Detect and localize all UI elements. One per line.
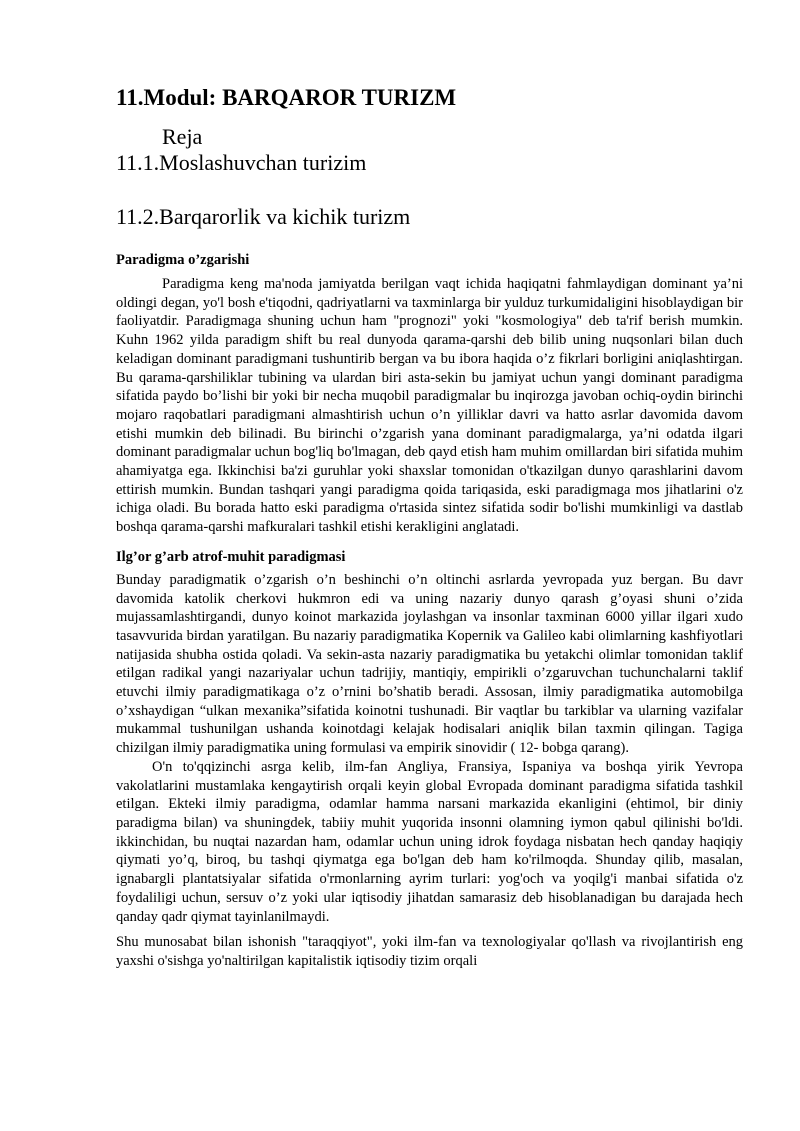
section-heading-paradigm-shift: Paradigma o’zgarishi	[116, 252, 250, 268]
plan-label: Reja	[162, 124, 203, 149]
paragraph: O'n to'qqizinchi asrga kelib, ilm-fan Angliya, Fransiya, Ispaniya va boshqa yirik Yevropa vakolatlarini mustamlaka kengaytirish orqali keyin global Evropada dominant paradigma sifatida tashkil etilgan. Ekteki ilmiy paradigma, odamlar hamma narsani markazida ekanligini (ehtimol, bir diniy paradigma bilan) va shuningdek, tabiiy muhit yuqorida insonni olamning iymon qabul qilinishi bo'ldi. ikkinchidan, bu nuqtai nazardan ham, odamlar uchun uning idrok foydaga nisbatan hech qanday haqiqiy qiymati yo’q, biroq, bu tashqi qiymatga ega bo'lgan deb ham ko'rilmoqda. Shunday qilib, masalan, ignabargli plantatsiyalar sifatida o'rmonlarning ayrim turlari: yog'och va yoqilg'i manbai sifatida o'z foydaliligi uchun, sersuv o’z yoki ular iqtisodiy jihatdan samarasiz deb hisoblanadigan bu darajada hech qanday qadr qiymat tayinlanilmaydi.	[116, 758, 743, 925]
plan-item-1: 11.1.Moslashuvchan turizim	[116, 150, 367, 175]
paragraph: Bunday paradigmatik o’zgarish o’n beshinchi o’n oltinchi asrlarda yevropada yuz bergan. Bu davr davomida katolik cherkovi hukmron edi va uning nazariy dunyo qarash g’oyasi shuni o’zida mujassamlashtirgandi, dunyo koinot markazida joylashgan va insonlar taxminan 6000 yillar ilgari xudo tasavvurida birdan yaratilgan. Bu nazariy paradigmatika Kopernik va Galileo kabi olimlarning kashfiyotlari natijasida shubha ostida qoladi. Va sekin-asta nazariy paradigmatika bu yetakchi olimlar tomonidan taklif etilgan radikal yangi nazariyalar uchun tadrijiy, mantiqiy, empirikli o’zgaruvchan tuchunchalarni taklif etuvchi ilmiy paradigmatikaga o’z o’rnini bo’shatib beradi. Assosan, ilmiy paradigmatika automobilga o’xshaydigan “ulkan mexanika”sifatida koinotni tushunadi. Bir vaqtlar bu tarkiblar va ularning vazifalar mukammal tushunilgan ushanda koinotdagi kelajak hodisalari aniqlik bilan taxmin qilingan. Tagiga chizilgan ilmiy paradigmatika uning formulasi va empirik sinovidir ( 12- bobga qarang).	[116, 571, 743, 757]
paragraph: Shu munosabat bilan ishonish "taraqqiyot", yoki ilm-fan va texnologiyalar qo'llash va rivojlantirish eng yaxshi o'sishga yo'naltirilgan kapitalistik iqtisodiy tizim orqali	[116, 934, 743, 969]
document-page	[116, 84, 743, 971]
paragraph: Paradigma keng ma'noda jamiyatda berilgan vaqt ichida haqiqatni fahmlaydigan dominant ya’ni oldingi degan, yo'l bosh e'tiqodni, qadriyatlarni va taxminlarga bir yulduz turkumidaligini hisoblaydigan bir faoliyatdir. Paradigmaga shuning uchun ham "prognozi" yoki "kosmologiya" deb ta'rif berish mumkin. Kuhn 1962 yilda paradigm shift bu real dunyoda qarama-qarshi deb bilib uning nuqsonlari bilan duch keladigan dominant paradigmani tushuntirib bergan va bu ibora haqida o’z fikrlari borligini aniqlashtirgan. Bu qarama-qarshiliklar tubining va ulardan biri asta-sekin bu jamiyat uchun yangi dominant paradigma sifatida paydo bo’lishi bir yoki bir necha muqobil paradigmalar bu inqirozga javoban ochiq-oydin birinchi mojaro raqobatlari paradigmani almashtirish uchun o’n yilliklar davri va hatto asrlar davomida davom etishi mumkin deb bilinadi. Bu birinchi o’zgarish yana dominant paradigmalarga, ya’ni odatda ilgari dominant paradigmalar uchun bog'liq bo'lmagan, deb qayd etish ham muhim omillardan biri sifatida muhim ahamiyatga ega. Ikkinchisi ba'zi guruhlar yoki shaxslar tomonidan o'tkazilgan dunyo qarashlarini davom ettirish mumkin. Bundan tashqari yangi paradigma qoida tariqasida, eski paradigmaga mos jihatlarini o'z ichiga oladi. Bu borada hatto eski paradigma o'rtasida sintez sifatida sodir bo'lishi mumkinligi va dastlab boshqa qarama-qarshi mafkuralari tashkil etishi kerakligini anglatadi.	[116, 276, 743, 536]
section-heading-western-paradigm: Ilg’or g’arb atrof-muhit paradigmasi	[116, 548, 346, 565]
module-title: 11.Modul: BARQAROR TURIZM	[116, 85, 457, 110]
plan-item-2: 11.2.Barqarorlik va kichik turizm	[116, 204, 411, 229]
